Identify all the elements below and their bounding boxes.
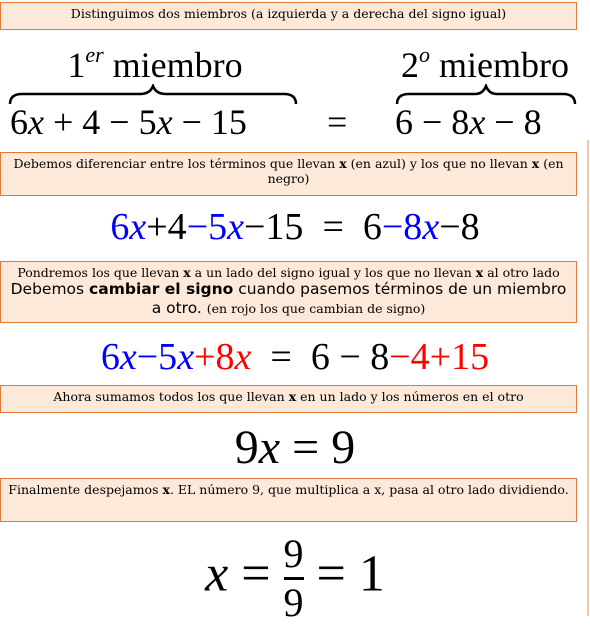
fraction xyxy=(283,531,304,625)
equation-transposed: 6x−5x+8x = 6 − 8−4+15 xyxy=(100,336,490,378)
step2-note-box: Debemos diferenciar entre los términos que llevan x (en azul) y los que no llevan x (en negro) xyxy=(0,152,577,196)
step4-note-box: Ahora sumamos todos los que llevan x en un lado y los números en el otro xyxy=(0,385,577,413)
equals-sign: = xyxy=(327,102,348,142)
step1-note: Distinguimos dos miembros (a izquierda y a derecha del signo igual) xyxy=(70,6,507,21)
right-member-label xyxy=(385,42,585,86)
step1-note-box xyxy=(0,2,577,30)
fraction-denominator: 9 xyxy=(283,580,304,625)
step5-note-box: Finalmente despejamos x. EL número 9, que multiplica a x, pasa al otro lado dividiendo. xyxy=(0,478,577,522)
left-member-expression: 6x + 4 − 5x − 15 xyxy=(10,102,247,142)
fraction-numerator: 9 xyxy=(283,531,304,576)
right-member-expression: 6 − 8x − 8 xyxy=(395,102,542,142)
step3-note-box: Pondremos los que llevan x a un lado del signo igual y los que no llevan x al otro lado Debemos cambiar el signo cuando pasemos términos de un miembro a otro. (en rojo los que cambian de signo) xyxy=(0,261,577,323)
left-member-label xyxy=(50,42,260,86)
right-member-number: 2 xyxy=(401,45,419,85)
equation-classified: 6x+4−5x−15 = 6−8x−8 xyxy=(110,206,480,248)
right-member-word: miembro xyxy=(439,45,569,85)
left-member-superscript: er xyxy=(85,42,104,67)
equation-solution: x = $\frac{9}{9}$ = 1 xyxy=(205,531,385,625)
solution-value: 1 xyxy=(358,545,385,603)
right-member-superscript: o xyxy=(419,42,430,67)
left-member-word: miembro xyxy=(112,45,243,85)
equation-simplified: 9x = 9 xyxy=(234,421,356,474)
left-member-number: 1 xyxy=(67,45,86,85)
